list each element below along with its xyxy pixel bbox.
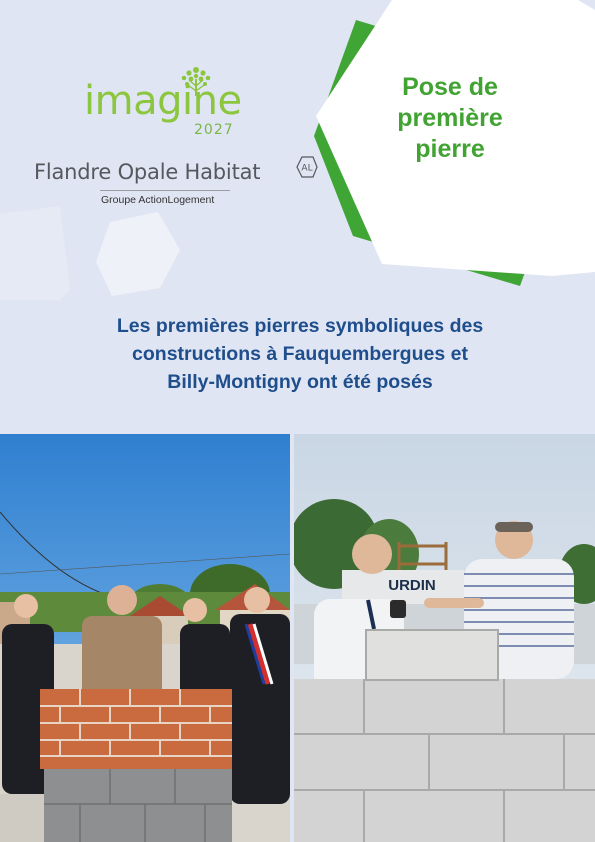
imagine-2027-logo	[84, 64, 259, 144]
faint-hexagon-shape-2	[0, 206, 70, 300]
event-title-line: première	[397, 104, 503, 132]
brick-ceremony-illustration	[0, 434, 290, 842]
headline-line: constructions à Fauquembergues et	[132, 343, 468, 365]
faint-hexagon-shape	[96, 212, 180, 296]
logo-divider	[100, 190, 230, 191]
flandre-opale-habitat-logo	[34, 156, 324, 216]
block-ceremony-illustration	[294, 434, 595, 842]
event-title	[360, 72, 540, 165]
site-sign-text: URDIN	[388, 577, 436, 594]
headline-line: Billy-Montigny ont été posés	[167, 371, 433, 393]
photo-brick-ceremony	[0, 434, 290, 842]
action-logement-badge-icon	[296, 156, 318, 178]
headline-line: Les premières pierres symboliques des	[116, 315, 484, 337]
event-title-line: Pose de	[402, 73, 498, 101]
photo-block-ceremony	[294, 434, 595, 842]
imagine-wordmark: imagine	[84, 78, 242, 124]
event-title-line: pierre	[415, 135, 485, 163]
company-name: Flandre Opale Habitat	[34, 160, 261, 184]
badge-text: AL	[301, 163, 313, 174]
headline	[40, 312, 560, 396]
company-group: Groupe ActionLogement	[101, 194, 215, 206]
imagine-year: 2027	[194, 122, 234, 138]
